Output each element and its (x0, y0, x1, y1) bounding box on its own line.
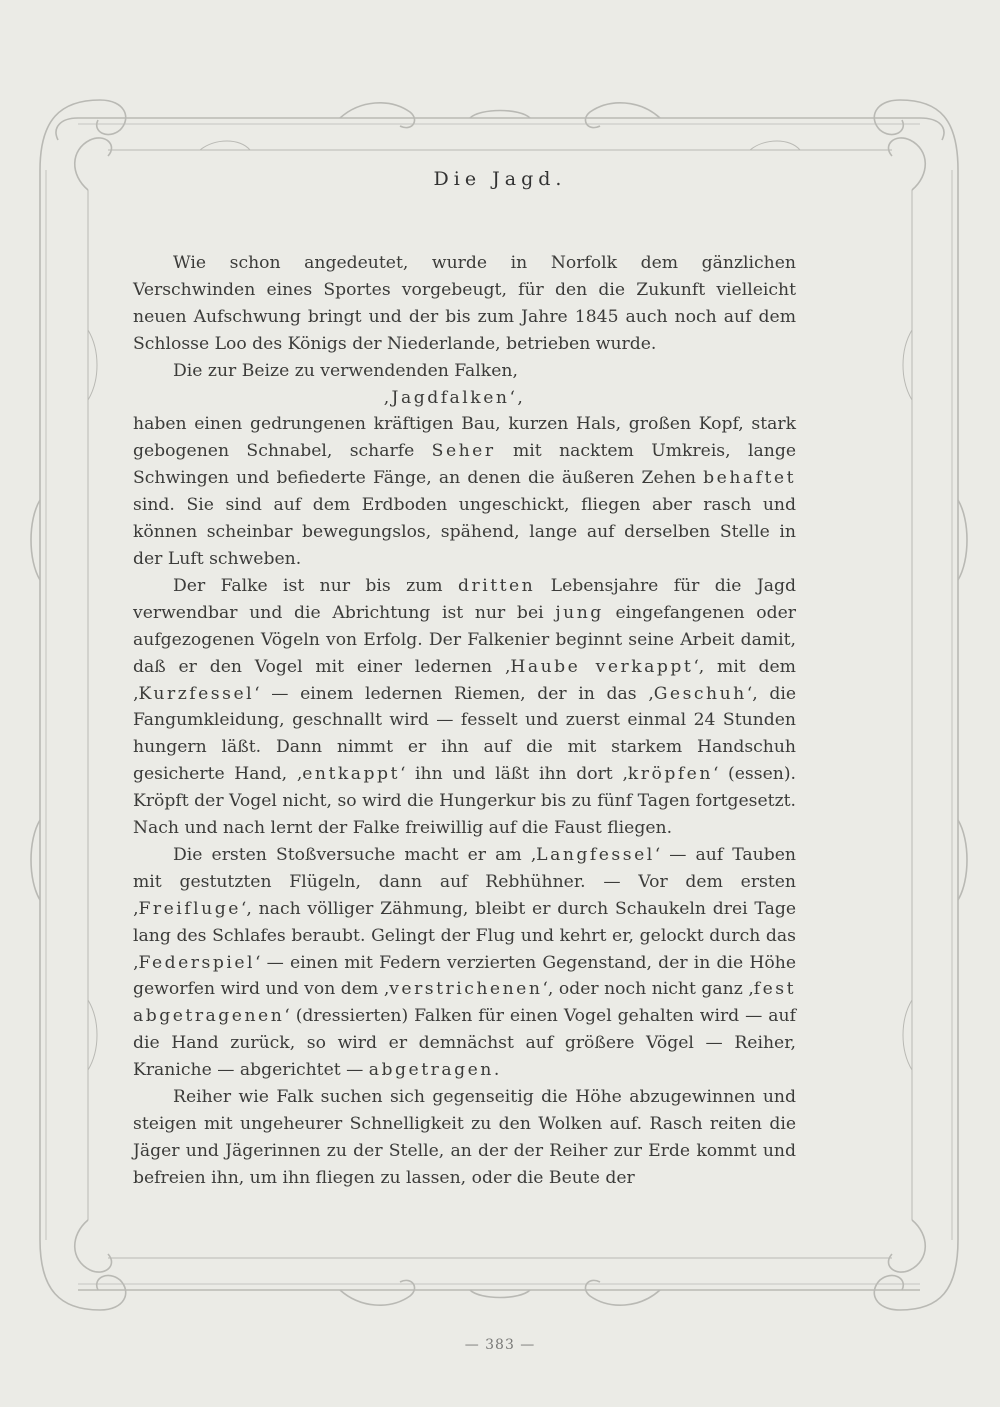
page-number: — 383 — (464, 1337, 536, 1353)
paragraph-3: haben einen gedrungenen kräftigen Bau, kurzen Hals, großen Kopf, stark gebogenen Schnabel, scharfe Seher mit nacktem Umkreis, lange Schwingen und befiederte Fänge, an denen die äußeren Zehen behaftet sind. Sie sind auf dem Erdboden ungeschickt, fliegen aber rasch und können scheinbar bewegungslos, spähend, lange auf derselben Stelle in der Luft schweben. (133, 414, 796, 569)
paragraph-1: Wie schon angedeutet, wurde in Norfolk dem gänzlichen Verschwinden eines Sportes vorgebeugt, für den die Zukunft vielleicht neuen Aufschwung bringt und der bis zum Jahre 1845 auch noch auf dem Schlosse Loo des Königs der Niederlande, betrieben wurde. (133, 253, 796, 354)
emphasized-term: Freifluge (138, 898, 241, 919)
emphasized-term: kröpfen (627, 764, 713, 785)
emphasized-term: verstrichenen (389, 979, 543, 1000)
emphasized-term: Seher (431, 441, 496, 462)
emphasized-term: jung (555, 602, 604, 623)
page-title: Die Jagd. (433, 168, 567, 190)
emphasized-term: Kurzfessel (138, 683, 255, 704)
paragraph-6: Reiher wie Falk suchen sich gegenseitig die Höhe abzugewinnen und steigen mit ungeheurer Schnelligkeit zu den Wolken auf. Rasch reiten die Jäger und Jägerinnen zu der Stelle, an der der Reiher zur Erde kommt und befreien ihn, um ihn fliegen zu lassen, oder die Beute der (133, 1087, 796, 1188)
paragraph-2: Die zur Beize zu verwendenden Falken, (173, 360, 518, 381)
emphasized-term: fest abgetragenen (133, 979, 796, 1027)
paragraph-4: Der Falke ist nur bis zum dritten Lebensjahre für die Jagd verwendbar und die Abrichtung ist nur bei jung eingefangenen oder aufgezogenen Vögeln von Erfolg. Der Falkenier beginnt seine Arbeit damit, daß er den Vogel mit einer ledernen ‚Haube verkappt‘, mit dem ‚Kurzfessel‘ — einem ledernen Riemen, der in das ‚Geschuh‘, die Fangumkleidung, geschnallt wird — fesselt und zuerst einmal 24 Stunden hungern läßt. Dann nimmt er ihn auf die mit starkem Handschuh gesicherte Hand, ‚entkappt‘ ihn und läßt ihn dort ‚kröpfen‘ (essen). Kröpft der Vogel nicht, so wird die Hungerkur bis zu fünf Tagen fortgesetzt. Nach und nach lernt der Falke freiwillig auf die Faust fliegen. (133, 575, 797, 839)
emphasized-term: entkappt (302, 764, 400, 785)
body-text (133, 250, 796, 1192)
emphasized-term: Federspiel (138, 952, 256, 973)
emphasized-term: dritten (457, 575, 536, 596)
emphasized-term: abgetragen (368, 1060, 494, 1081)
term-jagdfalken: ‚Jagdfalken‘, (383, 387, 526, 408)
emphasized-term: Haube verkappt (510, 656, 694, 677)
emphasized-term: Langfessel (536, 844, 655, 865)
paragraph-5: Die ersten Stoßversuche macht er am ‚Langfessel‘ — auf Tauben mit gestutzten Flügeln, dann auf Rebhühner. — Vor dem ersten ‚Freifluge‘, nach völliger Zähmung, bleibt er durch Schaukeln drei Tage lang des Schlafes beraubt. Gelingt der Flug und kehrt er, gelockt durch das ‚Federspiel‘ — einen mit Federn verzierten Gegenstand, der in die Höhe geworfen wird und von dem ‚verstrichenen‘, oder noch nicht ganz ‚fest abgetragenen‘ (dressierten) Falken für einen Vogel gehalten wird — auf die Hand zurück, so wird er demnächst auf größere Vögel — Reiher, Kraniche — abgerichtet — abgetragen. (133, 844, 796, 1081)
emphasized-term: behaftet (703, 468, 796, 489)
emphasized-term: Geschuh (653, 683, 747, 704)
